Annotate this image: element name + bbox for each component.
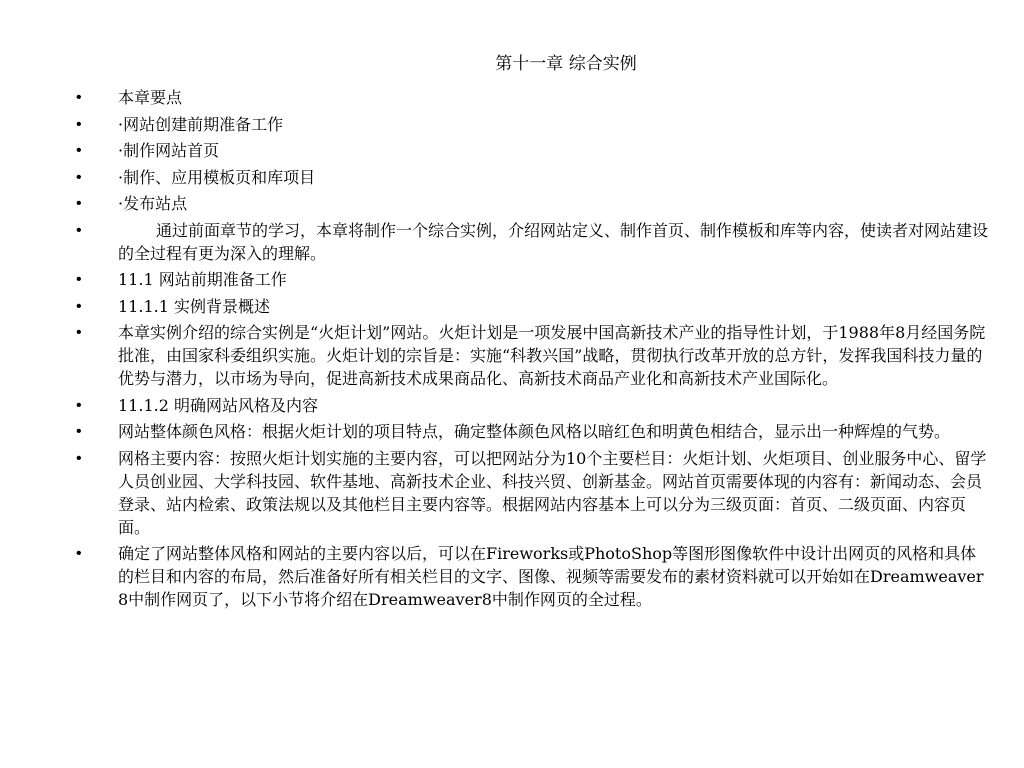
bullet-dot-icon: • (76, 271, 82, 288)
bullet-text: 11.1.1 实例背景概述 (118, 296, 270, 316)
bullet-text: 本章要点 (118, 88, 183, 107)
bullet-item-chapter-points (76, 86, 990, 109)
bullet-item-background-paragraph (76, 321, 990, 390)
bullet-text: 本章实例介绍的综合实例是“火炬计划”网站。火炬计划是一项发展中国高新技术产业的指导性计划，于1988年8月经国务院批准，由国家科委组织实施。火炬计划的宗旨是：实施“科教兴国”战略，贯彻执行改革开放的总方针，发挥我国科技力量的优势与潜力，以市场为导向，促进高新技术成果商品化、高新技术商品产业化和高新技术产业国际化。 (118, 323, 986, 388)
bullet-text: 确定了网站整体风格和网站的主要内容以后，可以在Fireworks或PhotoShop等图形图像软件中设计出网页的风格和具体的栏目和内容的布局，然后准备好所有相关栏目的文字、图像、视频等需要发布的素材资料就可以开始如在Dreamweaver8中制作网页了，以下小节将介绍在Dreamweaver8中制作网页的全过程。 (118, 544, 984, 609)
bullet-item-color-style-paragraph (76, 420, 990, 443)
bullet-item-section-11-1 (76, 268, 990, 291)
bullet-item-homepage (76, 139, 990, 162)
bullet-dot-icon: • (76, 89, 82, 106)
bullet-item-design-paragraph (76, 542, 990, 611)
bullet-text: ·制作网站首页 (118, 141, 220, 160)
bullet-dot-icon: • (76, 142, 82, 159)
bullet-dot-icon: • (76, 221, 82, 239)
bullet-item-section-11-1-1 (76, 295, 990, 318)
bullet-item-prep-work (76, 113, 990, 136)
bullet-text: 网站整体颜色风格：根据火炬计划的项目特点，确定整体颜色风格以暗红色和明黄色相结合，显示出一种辉煌的气势。 (118, 422, 951, 441)
bullet-dot-icon: • (76, 449, 82, 467)
bullet-dot-icon: • (76, 423, 82, 440)
slide-title: 第十一章 综合实例 (495, 54, 637, 74)
bullet-dot-icon: • (76, 168, 82, 186)
bullet-item-section-11-1-2 (76, 394, 990, 417)
bullet-item-publish (76, 192, 990, 215)
bullet-text: ·发布站点 (118, 194, 188, 213)
bullet-list (76, 86, 990, 615)
bullet-text: 11.1 网站前期准备工作 (118, 270, 287, 289)
bullet-dot-icon: • (76, 297, 82, 315)
bullet-item-templates (76, 166, 990, 189)
bullet-dot-icon: • (76, 195, 82, 212)
bullet-text: ·网站创建前期准备工作 (118, 114, 284, 134)
bullet-item-content-paragraph (76, 447, 990, 539)
bullet-dot-icon: • (76, 115, 82, 133)
bullet-text: 通过前面章节的学习，本章将制作一个综合实例，介绍网站定义、制作首页、制作模板和库等内容，使读者对网站建设的全过程有更为深入的理解。 (118, 220, 989, 263)
bullet-text: 11.1.2 明确网站风格及内容 (118, 395, 318, 415)
bullet-dot-icon: • (76, 545, 82, 562)
bullet-dot-icon: • (76, 396, 82, 414)
bullet-text: ·制作、应用模板页和库项目 (118, 167, 316, 187)
bullet-item-intro-paragraph (76, 219, 990, 265)
bullet-text: 网格主要内容：按照火炬计划实施的主要内容，可以把网站分为10个主要栏目：火炬计划、火炬项目、创业服务中心、留学人员创业园、大学科技园、软件基地、高新技术企业、科技兴贸、创新基金。网站首页需要体现的内容有：新闻动态、会员登录、站内检索、政策法规以及其他栏目主要内容等。根据网站内容基本上可以分为三级页面：首页、二级页面、内容页面。 (118, 448, 987, 537)
bullet-dot-icon: • (76, 324, 82, 341)
